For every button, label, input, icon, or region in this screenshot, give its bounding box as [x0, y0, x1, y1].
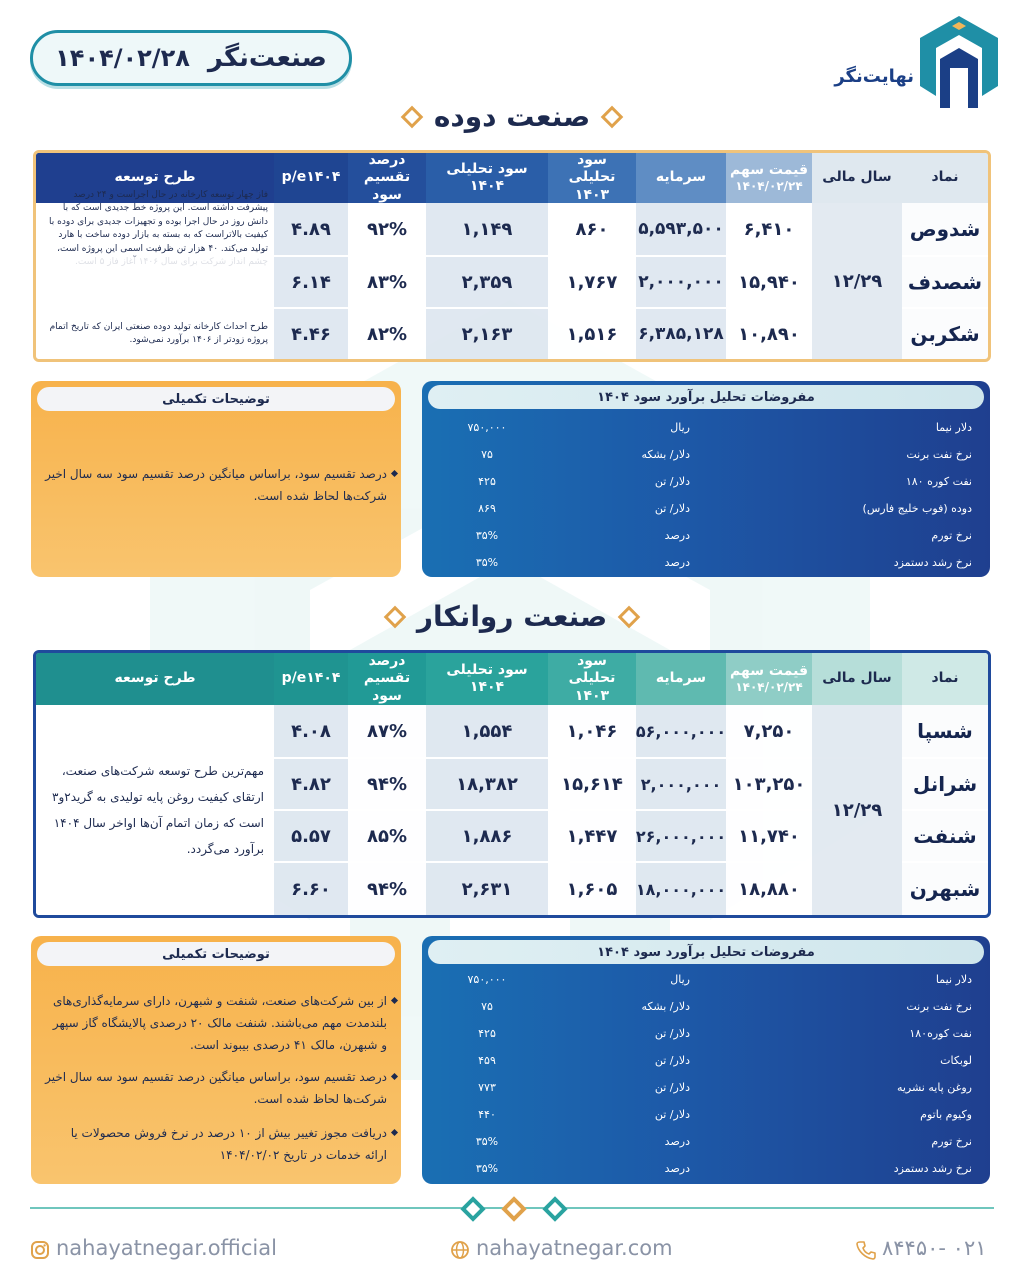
- website-link[interactable]: nahayatnegar.com: [476, 1236, 673, 1260]
- note-item: از بین شرکت‌های صنعت، شنفت و شبهرن، دارای سرمایه‌گذاری‌های بلندمدت مهم می‌باشند. شنفت مالک ۲۰ درصدی پالایشگاه گاز سپهر و شبهرن، مالک ۴۱ درصدی بیبوند است.: [45, 990, 387, 1056]
- cell-fiscal-year: ۱۲/۲۹: [812, 705, 902, 915]
- notes-title: توضیحات تکمیلی: [37, 942, 395, 966]
- col-profit-1404: سود تحلیلی ۱۴۰۴: [426, 153, 548, 203]
- cell-pe: ۶.۶۰: [274, 863, 348, 915]
- phone-number[interactable]: ۰۲۱ -۸۴۴۵۰: [882, 1236, 987, 1260]
- cell-price: ۷,۲۵۰: [726, 705, 812, 757]
- cell-plan: [36, 257, 274, 307]
- cell-price: ۱۵,۹۴۰: [726, 257, 812, 307]
- diamond-icon: [460, 1196, 485, 1221]
- cell-symbol: شرانل: [912, 772, 978, 796]
- col-pe: p/e۱۴۰۴: [274, 653, 348, 705]
- logo-icon: [918, 14, 1000, 110]
- cell-symbol: شصدف: [907, 270, 983, 294]
- cell-symbol: شکربن: [910, 322, 980, 346]
- cell-profit-1403: ۱,۵۱۶: [548, 309, 636, 359]
- section-title-carbon-black: صنعت دوده: [0, 100, 1024, 133]
- cell-plan: مهم‌ترین طرح توسعه شرکت‌های صنعت، ارتقای کیفیت روغن پایه تولیدی به گرید۲و۳ است که زمان اتمام آن‌ها اواخر سال ۱۴۰۴ برآورد می‌گردد.: [36, 705, 274, 915]
- cell-price: ۶,۴۱۰: [726, 203, 812, 255]
- cell-dividend: ۸۳%: [348, 257, 426, 307]
- cell-pe: ۴.۴۶: [274, 309, 348, 359]
- col-profit-1403: سود تحلیلی ۱۴۰۳: [548, 153, 636, 203]
- assumption-row: نفت کوره۱۸۰ دلار/ تن ۴۲۵: [478, 1027, 972, 1040]
- cell-profit-1404: ۱,۸۸۶: [426, 811, 548, 861]
- assumption-row: لوبکات دلار/ تن ۴۵۹: [478, 1054, 972, 1067]
- diamond-icon: [542, 1196, 567, 1221]
- cell-fiscal-year: ۱۲/۲۹: [812, 203, 902, 359]
- cell-symbol: شدوص: [909, 217, 981, 241]
- notes-panel-lubricant: [31, 936, 401, 1184]
- cell-price: ۱۸,۸۸۰: [726, 863, 812, 915]
- table-header: [36, 653, 988, 705]
- col-profit-1404: سود تحلیلی ۱۴۰۴: [426, 653, 548, 705]
- cell-plan: طرح احداث کارخانه تولید دوده صنعتی ایران که تاریخ اتمام پروژه زودتر از ۱۴۰۶ برآورد نمی‌شود.: [36, 309, 274, 359]
- col-capital: سرمایه: [636, 153, 726, 203]
- section-title-lubricant: صنعت روانکار: [0, 600, 1024, 633]
- globe-icon: [450, 1240, 470, 1260]
- cell-capital: ۱۸,۰۰۰,۰۰۰: [636, 863, 726, 915]
- assumption-row: نرخ نفت برنت دلار/ بشکه ۷۵: [481, 448, 972, 461]
- cell-pe: ۴.۸۲: [274, 759, 348, 809]
- cell-symbol: شسپا: [917, 719, 973, 743]
- col-symbol: نماد: [902, 653, 988, 705]
- cell-capital: ۲,۰۰۰,۰۰۰: [636, 257, 726, 307]
- cell-profit-1404: ۱,۵۵۴: [426, 705, 548, 757]
- cell-pe: ۵.۵۷: [274, 811, 348, 861]
- col-fiscal-year: سال مالی: [812, 653, 902, 705]
- diamond-icon: [401, 105, 424, 128]
- cell-dividend: ۸۲%: [348, 309, 426, 359]
- header-pill: [30, 30, 352, 86]
- cell-pe: ۴.۸۹: [274, 203, 348, 255]
- cell-capital: ۵۶,۰۰۰,۰۰۰: [636, 705, 726, 757]
- col-symbol: نماد: [902, 153, 988, 203]
- col-dividend: درصد تقسیم سود: [348, 653, 426, 705]
- assumption-row: نرخ رشد دستمزد درصد ۳۵%: [475, 1162, 972, 1175]
- cell-capital: ۲,۰۰۰,۰۰۰: [636, 759, 726, 809]
- assumption-row: دوده (فوب خلیج فارس) دلار/ تن ۸۶۹: [478, 502, 972, 515]
- carbon-black-table: [33, 150, 991, 362]
- cell-capital: ۵,۵۹۳,۵۰۰: [636, 203, 726, 255]
- cell-profit-1404: ۱,۱۴۹: [426, 203, 548, 255]
- notes-panel-carbon-black: [31, 381, 401, 577]
- col-plan: طرح توسعه: [36, 153, 274, 203]
- cell-profit-1403: ۱,۷۶۷: [548, 257, 636, 307]
- assumption-row: وکیوم باتوم دلار/ تن ۴۴۰: [478, 1108, 972, 1121]
- cell-profit-1403: ۸۶۰: [548, 203, 636, 255]
- col-pe: p/e۱۴۰۴: [274, 153, 348, 203]
- note-item: دریافت مجوز تغییر بیش از ۱۰ درصد در نرخ فروش محصولات یا ارائه خدمات در تاریخ ۱۴۰۴/۰۲/۰۲: [45, 1122, 387, 1166]
- cell-profit-1403: ۱,۰۴۶: [548, 705, 636, 757]
- instagram-handle[interactable]: nahayatnegar.official: [56, 1236, 277, 1260]
- logo-text: نهایت‌نگر: [834, 66, 914, 87]
- assumption-row: دلار نیما ریال ۷۵۰,۰۰۰: [467, 421, 972, 434]
- cell-capital: ۲۶,۰۰۰,۰۰۰: [636, 811, 726, 861]
- col-price: قیمت سهم ۱۴۰۴/۰۲/۲۴: [726, 153, 812, 203]
- assumption-row: نرخ تورم درصد ۳۵%: [475, 1135, 972, 1148]
- assumptions-panel-carbon-black: [422, 381, 990, 577]
- col-profit-1403: سود تحلیلی ۱۴۰۳: [548, 653, 636, 705]
- assumption-row: نرخ رشد دستمزد درصد ۳۵%: [475, 556, 972, 569]
- cell-profit-1403: ۱,۶۰۵: [548, 863, 636, 915]
- cell-symbol: شبهرن: [909, 877, 981, 901]
- cell-dividend: ۹۲%: [348, 203, 426, 255]
- diamond-icon: [501, 1196, 526, 1221]
- cell-symbol: شنفت: [913, 824, 977, 848]
- footer-ornament: [464, 1196, 564, 1222]
- assumption-row: دلار نیما ریال ۷۵۰,۰۰۰: [467, 973, 972, 986]
- instagram-icon: [30, 1240, 50, 1260]
- cell-dividend: ۸۵%: [348, 811, 426, 861]
- col-price: قیمت سهم ۱۴۰۴/۰۲/۲۴: [726, 653, 812, 705]
- col-plan: طرح توسعه: [36, 653, 274, 705]
- lubricant-table: [33, 650, 991, 918]
- assumptions-title: مفروضات تحلیل برآورد سود ۱۴۰۴: [428, 940, 984, 964]
- assumption-row: روغن پایه نشریه دلار/ تن ۷۷۳: [478, 1081, 972, 1094]
- cell-profit-1404: ۱۸,۳۸۲: [426, 759, 548, 809]
- col-fiscal-year: سال مالی: [812, 153, 902, 203]
- cell-dividend: ۸۷%: [348, 705, 426, 757]
- brand-logo: [804, 14, 1000, 114]
- col-capital: سرمایه: [636, 653, 726, 705]
- cell-profit-1404: ۲,۱۶۳: [426, 309, 548, 359]
- diamond-icon: [384, 605, 407, 628]
- phone-icon: [856, 1240, 876, 1260]
- note-item: درصد تقسیم سود، براساس میانگین درصد تقسیم سود سه سال اخیر شرکت‌ها لحاظ شده است.: [45, 1066, 387, 1110]
- cell-price: ۱۰۳,۲۵۰: [726, 759, 812, 809]
- cell-pe: ۶.۱۴: [274, 257, 348, 307]
- cell-price: ۱۱,۷۴۰: [726, 811, 812, 861]
- cell-profit-1404: ۲,۶۳۱: [426, 863, 548, 915]
- assumptions-title: مفروضات تحلیل برآورد سود ۱۴۰۴: [428, 385, 984, 409]
- notes-title: توضیحات تکمیلی: [37, 387, 395, 411]
- cell-profit-1404: ۲,۳۵۹: [426, 257, 548, 307]
- cell-capital: ۶,۳۸۵,۱۲۸: [636, 309, 726, 359]
- assumption-row: نرخ تورم درصد ۳۵%: [475, 529, 972, 542]
- cell-pe: ۴.۰۸: [274, 705, 348, 757]
- diamond-icon: [601, 105, 624, 128]
- cell-plan: پیشرفت داشته است. این پروژه خط جدیدی است که با دانش روز در حال اجرا بوده و تجهیزات جدیدی برای دوده با کیفیت بالاتراست که به بسته به بازار دوده ساخت با هارد تولید می‌کند. ۴۰ هزار تن ظرفیت اسمی این پروژه است،: [36, 203, 274, 255]
- cell-dividend: ۹۴%: [348, 759, 426, 809]
- assumption-row: نرخ نفت برنت دلار/ بشکه ۷۵: [481, 1000, 972, 1013]
- cell-profit-1403: ۱,۴۴۷: [548, 811, 636, 861]
- cell-price: ۱۰,۸۹۰: [726, 309, 812, 359]
- note-item: درصد تقسیم سود، براساس میانگین درصد تقسیم سود سه سال اخیر شرکت‌ها لحاظ شده است.: [45, 463, 387, 507]
- cell-profit-1403: ۱۵,۶۱۴: [548, 759, 636, 809]
- assumption-row: نفت کوره ۱۸۰ دلار/ تن ۴۲۵: [478, 475, 972, 488]
- page-title: صنعت‌نگر: [207, 43, 327, 73]
- col-dividend: درصد تقسیم سود: [348, 153, 426, 203]
- cell-dividend: ۹۴%: [348, 863, 426, 915]
- assumptions-panel-lubricant: [422, 936, 990, 1184]
- report-date: ۱۴۰۴/۰۲/۲۸: [55, 44, 190, 72]
- diamond-icon: [618, 605, 641, 628]
